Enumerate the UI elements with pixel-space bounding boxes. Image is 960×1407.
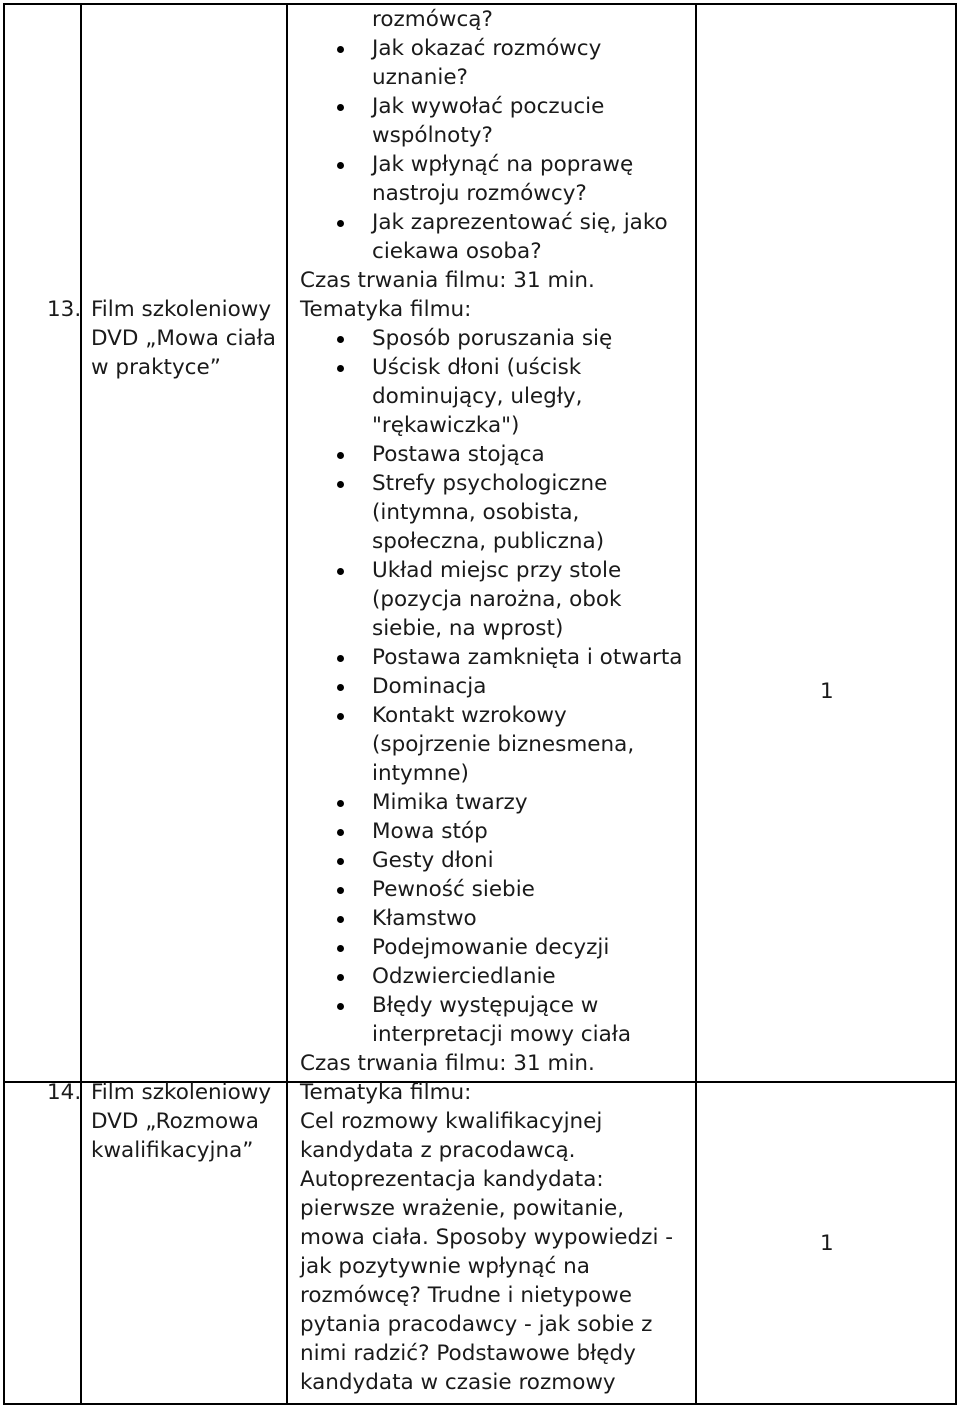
quantity-value: 1 bbox=[820, 1231, 834, 1256]
description-line: Autoprezentacja kandydata: bbox=[300, 1167, 604, 1192]
description-line: mowa ciała. Sposoby wypowiedzi - bbox=[300, 1225, 674, 1250]
topic-bullet-line: (spojrzenie biznesmena, bbox=[372, 732, 635, 757]
description-line: jak pozytywnie wpłynąć na bbox=[300, 1254, 590, 1279]
description-line: pytania pracodawcy - jak sobie z bbox=[300, 1312, 653, 1337]
topics-label: Tematyka filmu: bbox=[300, 297, 472, 322]
topic-bullet-line: siebie, na wprost) bbox=[372, 616, 564, 641]
pre-bullet-line: wspólnoty? bbox=[372, 123, 493, 148]
topic-bullet-line: Uścisk dłoni (uścisk bbox=[372, 355, 582, 380]
topic-bullet-line: dominujący, uległy, bbox=[372, 384, 583, 409]
column-divider-1 bbox=[80, 3, 82, 1405]
duration-text: Czas trwania filmu: 31 min. bbox=[300, 268, 595, 293]
topic-bullet-line: Pewność siebie bbox=[372, 877, 535, 902]
topic-bullet-line: Układ miejsc przy stole bbox=[372, 558, 622, 583]
topic-bullet-line: (intymna, osobista, bbox=[372, 500, 580, 525]
bullet-icon bbox=[337, 916, 344, 923]
bullet-icon bbox=[337, 655, 344, 662]
topic-bullet-line: społeczna, publiczna) bbox=[372, 529, 605, 554]
bullet-icon bbox=[337, 46, 344, 53]
bullet-icon bbox=[337, 684, 344, 691]
description-line: Cel rozmowy kwalifikacyjnej bbox=[300, 1109, 603, 1134]
bullet-icon bbox=[337, 104, 344, 111]
column-divider-3 bbox=[695, 3, 697, 1405]
bullet-icon bbox=[337, 568, 344, 575]
pre-bullet-line: rozmówcą? bbox=[372, 7, 493, 32]
description-line: kandydata w czasie rozmowy bbox=[300, 1370, 616, 1395]
table-left-border bbox=[3, 3, 5, 1405]
pre-bullet-line: ciekawa osoba? bbox=[372, 239, 542, 264]
item-title-line: DVD „Mowa ciała bbox=[91, 326, 276, 351]
bullet-icon bbox=[337, 945, 344, 952]
table-bottom-border bbox=[3, 1403, 957, 1405]
bullet-icon bbox=[337, 336, 344, 343]
topic-bullet-line: Kontakt wzrokowy bbox=[372, 703, 567, 728]
bullet-icon bbox=[337, 800, 344, 807]
topic-bullet-line: Mimika twarzy bbox=[372, 790, 528, 815]
bullet-icon bbox=[337, 220, 344, 227]
topic-bullet-line: Kłamstwo bbox=[372, 906, 477, 931]
item-title-line: DVD „Rozmowa bbox=[91, 1109, 259, 1134]
bullet-icon bbox=[337, 1003, 344, 1010]
bullet-icon bbox=[337, 887, 344, 894]
topic-bullet-line: interpretacji mowy ciała bbox=[372, 1022, 632, 1047]
description-line: rozmówcę? Trudne i nietypowe bbox=[300, 1283, 632, 1308]
bullet-icon bbox=[337, 481, 344, 488]
bullet-icon bbox=[337, 452, 344, 459]
topic-bullet-line: Sposób poruszania się bbox=[372, 326, 613, 351]
topic-bullet-line: Błędy występujące w bbox=[372, 993, 599, 1018]
pre-bullet-line: nastroju rozmówcy? bbox=[372, 181, 587, 206]
topics-label: Tematyka filmu: bbox=[300, 1080, 472, 1105]
topic-bullet-line: Postawa stojąca bbox=[372, 442, 545, 467]
topic-bullet-line: Gesty dłoni bbox=[372, 848, 494, 873]
description-line: pierwsze wrażenie, powitanie, bbox=[300, 1196, 625, 1221]
topic-bullet-line: intymne) bbox=[372, 761, 469, 786]
bullet-icon bbox=[337, 162, 344, 169]
topic-bullet-line: (pozycja narożna, obok bbox=[372, 587, 622, 612]
bullet-icon bbox=[337, 713, 344, 720]
bullet-icon bbox=[337, 858, 344, 865]
item-title-line: Film szkoleniowy bbox=[91, 1080, 272, 1105]
topic-bullet-line: Strefy psychologiczne bbox=[372, 471, 608, 496]
pre-bullet-line: Jak wywołać poczucie bbox=[372, 94, 605, 119]
topic-bullet-line: "rękawiczka") bbox=[372, 413, 520, 438]
bullet-icon bbox=[337, 974, 344, 981]
pre-bullet-line: uznanie? bbox=[372, 65, 468, 90]
topic-bullet-line: Dominacja bbox=[372, 674, 487, 699]
quantity-value: 1 bbox=[820, 679, 834, 704]
topic-bullet-line: Postawa zamknięta i otwarta bbox=[372, 645, 683, 670]
row-number: 13. bbox=[47, 297, 82, 322]
pre-bullet-line: Jak okazać rozmówcy bbox=[372, 36, 602, 61]
topic-bullet-line: Podejmowanie decyzji bbox=[372, 935, 610, 960]
bullet-icon bbox=[337, 365, 344, 372]
topic-bullet-line: Mowa stóp bbox=[372, 819, 488, 844]
description-line: nimi radzić? Podstawowe błędy bbox=[300, 1341, 636, 1366]
item-title-line: w praktyce” bbox=[91, 355, 221, 380]
table-right-border bbox=[955, 3, 957, 1405]
topic-bullet-line: Odzwierciedlanie bbox=[372, 964, 556, 989]
bullet-icon bbox=[337, 829, 344, 836]
item-title-line: kwalifikacyjna” bbox=[91, 1138, 254, 1163]
description-line: kandydata z pracodawcą. bbox=[300, 1138, 576, 1163]
row-number: 14. bbox=[47, 1080, 82, 1105]
pre-bullet-line: Jak wpłynąć na poprawę bbox=[372, 152, 634, 177]
item-title-line: Film szkoleniowy bbox=[91, 297, 272, 322]
pre-bullet-line: Jak zaprezentować się, jako bbox=[372, 210, 668, 235]
column-divider-2 bbox=[286, 3, 288, 1405]
duration-text: Czas trwania filmu: 31 min. bbox=[300, 1051, 595, 1076]
